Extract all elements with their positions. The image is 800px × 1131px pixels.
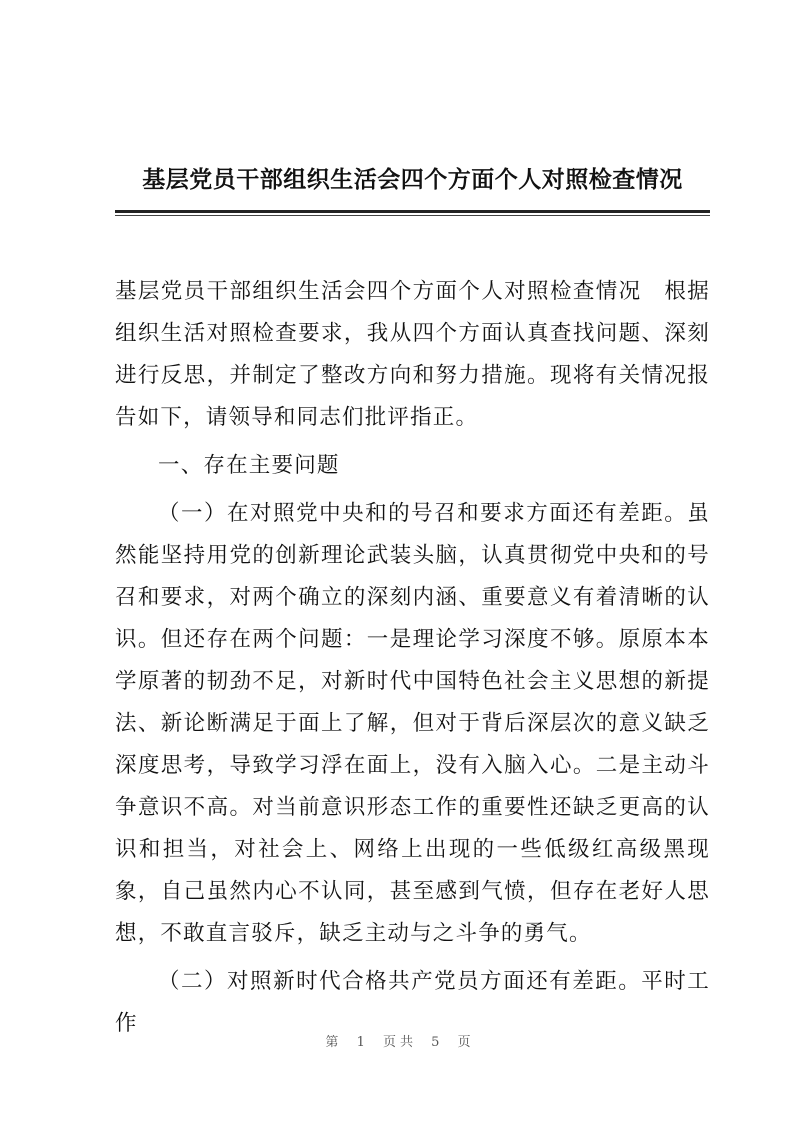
- paragraph-intro: 基层党员干部组织生活会四个方面个人对照检查情况 根据组织生活对照检查要求，我从四个方面认真查找问题、深刻进行反思，并制定了整改方向和努力措施。现将有关情况报告如下，请领导和同志们批评指正。: [115, 279, 710, 430]
- page-footer: [0, 1031, 800, 1050]
- document-title: 基层党员干部组织生活会四个方面个人对照检查情况: [142, 167, 683, 193]
- title-underline-thin: [115, 215, 710, 216]
- section-heading: 一、存在主要问题: [158, 453, 340, 478]
- footer-middle: 页共: [382, 1035, 417, 1050]
- paragraph-issue-1: （一）在对照党中央和的号召和要求方面还有差距。虽然能坚持用党的创新理论武装头脑，认真贯彻党中央和的号召和要求，对两个确立的深刻内涵、重要意义有着清晰的认识。但还存在两个问题：一是理论学习深度不够。原原本本学原著的韧劲不足，对新时代中国特色社会主义思想的新提法、新论断满足于面上了解，但对于背后深层次的意义缺乏深度思考，导致学习浮在面上，没有入脑入心。二是主动斗争意识不高。对当前意识形态工作的重要性还缺乏更高的认识和担当，对社会上、网络上出现的一些低级红高级黑现象，自己虽然内心不认同，甚至感到气愤，但存在老好人思想，不敢直言驳斥，缺乏主动与之斗争的勇气。: [115, 501, 710, 946]
- footer-page-number: 1: [356, 1035, 369, 1050]
- footer-prefix: 第: [325, 1035, 343, 1050]
- title-underline-thick: [115, 210, 710, 213]
- footer-total-pages: 5: [431, 1035, 444, 1050]
- footer-suffix: 页: [457, 1035, 475, 1050]
- paragraph-issue-2: （二）对照新时代合格共产党员方面还有差距。平时工作: [115, 969, 710, 1036]
- document-body: [115, 271, 710, 1051]
